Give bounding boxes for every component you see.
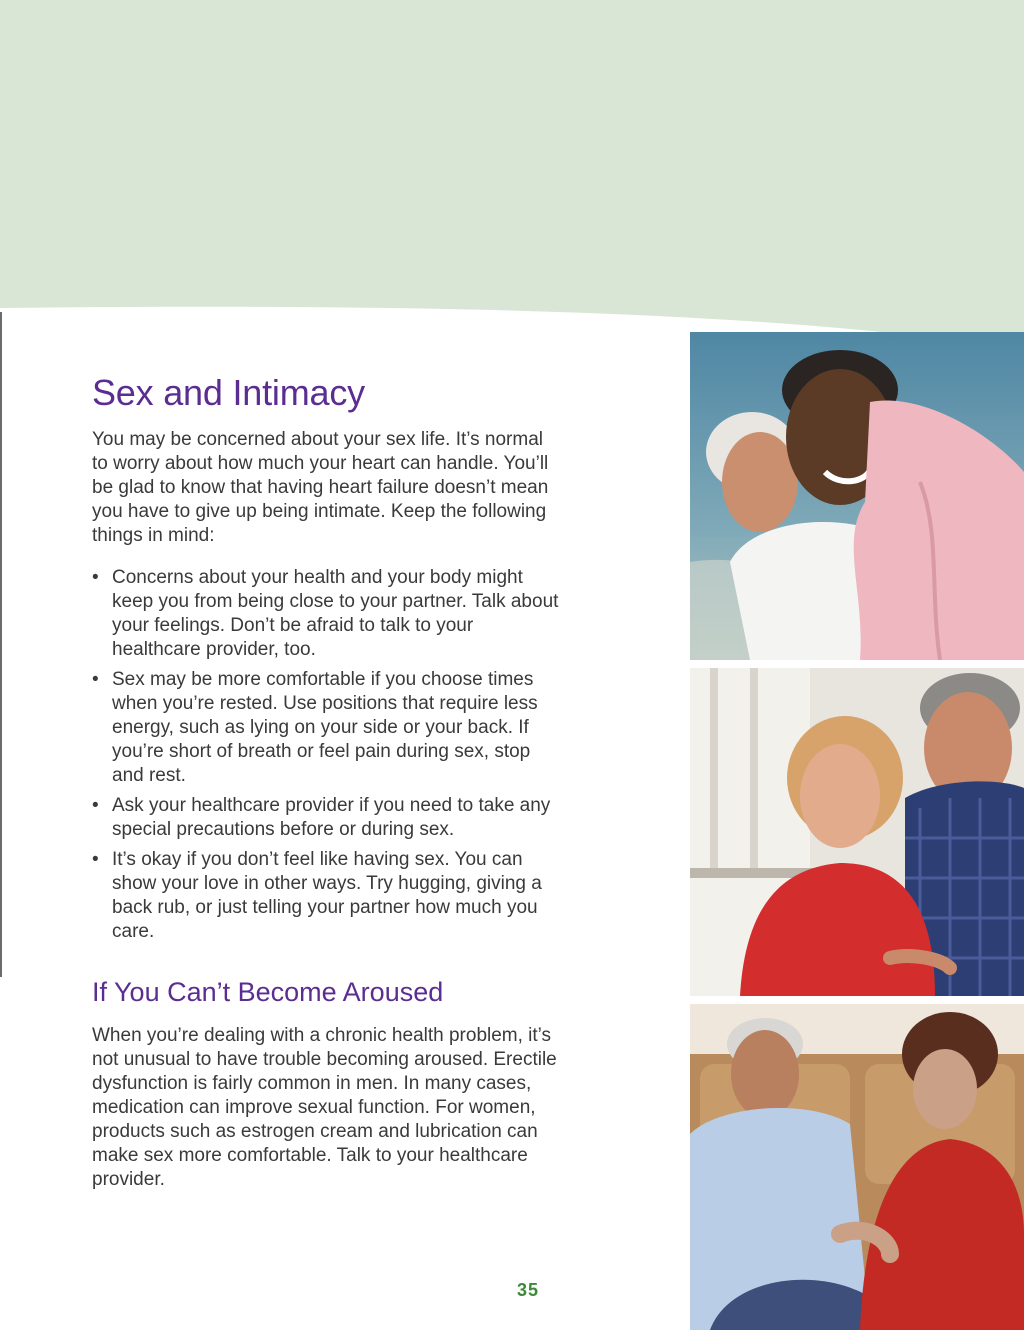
- arousal-paragraph: When you’re dealing with a chronic health problem, it’s not unusual to have trouble becoming aroused. Erectile dysfunction is fairly common in men. In many cases, medication can improve sexual function. For women, products such as estrogen cream and lubrication can make sex more comfortable. Talk to your healthcare provider.: [92, 1025, 557, 1190]
- list-item-text: Concerns about your health and your body might keep you from being close to your partner. Talk about your feelings. Don’t be afraid to talk to your healthcare provider, too.: [112, 567, 559, 660]
- bullet-icon: •: [92, 567, 99, 588]
- list-item: [92, 668, 562, 788]
- page-number: 35: [516, 1280, 540, 1300]
- photo-couple-indoors: [690, 668, 1024, 996]
- bullet-list: [92, 566, 562, 944]
- photo-couple-sofa: [690, 1004, 1024, 1330]
- list-item: [92, 848, 562, 944]
- bullet-icon: •: [92, 795, 99, 816]
- list-item-text: It’s okay if you don’t feel like having sex. You can show your love in other ways. Try hugging, giving a back rub, or just telling your partner how much you care.: [112, 849, 542, 942]
- header-band: [0, 0, 1024, 360]
- section-title-arousal: If You Can’t Become Aroused: [92, 977, 444, 1007]
- photo-couple-beach: [690, 332, 1024, 660]
- main-content: [92, 368, 562, 1192]
- bullet-icon: •: [92, 849, 99, 870]
- section-title-sex-and-intimacy: Sex and Intimacy: [92, 372, 365, 413]
- list-item: [92, 794, 562, 842]
- list-item: [92, 566, 562, 662]
- bullet-icon: •: [92, 669, 99, 690]
- intro-paragraph: You may be concerned about your sex life. It’s normal to worry about how much your heart can handle. You’ll be glad to know that having heart failure doesn’t mean you have to give up being intimate. Keep the following things in mind:: [92, 429, 549, 546]
- list-item-text: Ask your healthcare provider if you need to take any special precautions before or during sex.: [112, 795, 551, 840]
- left-margin-rule: [0, 312, 2, 977]
- section-arousal: [92, 972, 562, 1192]
- list-item-text: Sex may be more comfortable if you choose times when you’re rested. Use positions that require less energy, such as lying on your side or your back. If you’re short of breath or feel pain during sex, stop and rest.: [112, 669, 538, 786]
